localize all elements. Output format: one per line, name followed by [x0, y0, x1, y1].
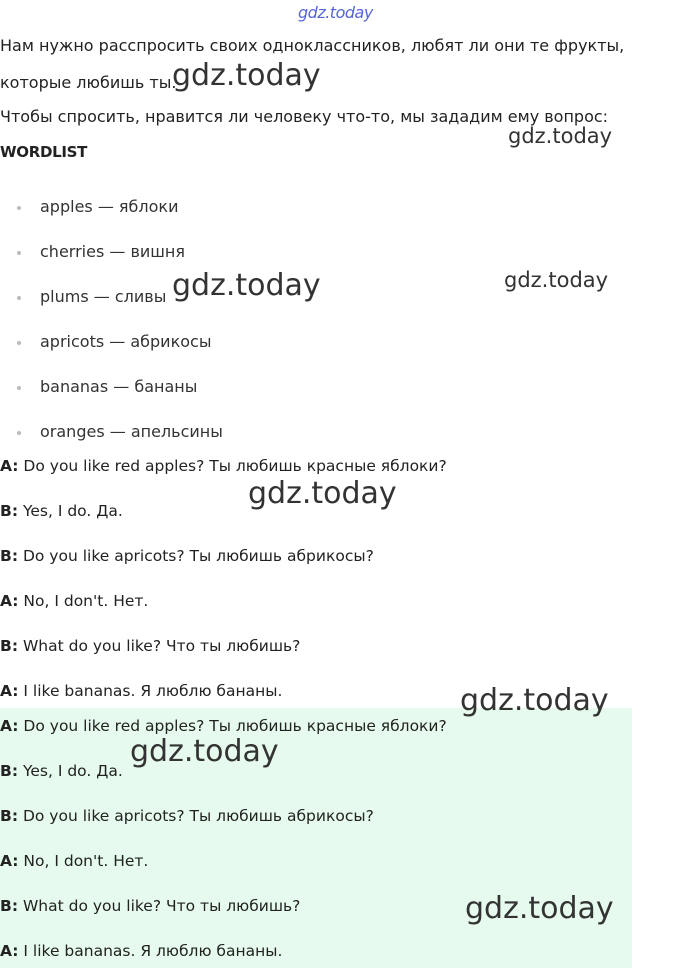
- dialog-text: Do you like apricots? Ты любишь абрикосы?: [22, 547, 374, 565]
- dialog-line: [0, 682, 282, 700]
- speaker-label: A:: [0, 592, 19, 610]
- watermark: gdz.today: [172, 58, 321, 93]
- intro-line-2: которые любишь ты.: [0, 73, 177, 92]
- dialog-text: Do you like red apples? Ты любишь красные яблоки?: [23, 717, 447, 735]
- dialog-line: [0, 807, 374, 825]
- dialog-line: [0, 762, 123, 780]
- dialog-text: Do you like apricots? Ты любишь абрикосы?: [22, 807, 374, 825]
- dialog-line: [0, 717, 447, 735]
- wordlist-item: bananas — бананы: [40, 377, 198, 396]
- wordlist-item: plums — сливы: [40, 287, 167, 306]
- speaker-label: A:: [0, 457, 19, 475]
- watermark: gdz.today: [465, 891, 614, 926]
- watermark: gdz.today: [504, 268, 609, 292]
- watermark: gdz.today: [508, 124, 613, 148]
- watermark: gdz.today: [460, 683, 609, 718]
- dialog-line: [0, 897, 300, 915]
- dialog-text: I like bananas. Я люблю бананы.: [23, 942, 283, 960]
- dialog-text: I like bananas. Я люблю бананы.: [23, 682, 283, 700]
- bullet-icon: [17, 251, 21, 255]
- speaker-label: B:: [0, 897, 19, 915]
- dialog-text: No, I don't. Нет.: [23, 592, 149, 610]
- dialog-line: [0, 942, 282, 960]
- speaker-label: A:: [0, 682, 19, 700]
- bullet-icon: [17, 431, 21, 435]
- bullet-icon: [17, 296, 21, 300]
- speaker-label: A:: [0, 717, 19, 735]
- wordlist-item: apricots — абрикосы: [40, 332, 212, 351]
- dialog-text: Do you like red apples? Ты любишь красные яблоки?: [23, 457, 447, 475]
- watermark: gdz.today: [172, 268, 321, 303]
- intro-line-3: Чтобы спросить, нравится ли человеку что-то, мы зададим ему вопрос:: [0, 107, 609, 126]
- speaker-label: A:: [0, 942, 19, 960]
- watermark: gdz.today: [248, 476, 397, 511]
- dialog-line: [0, 637, 300, 655]
- bullet-icon: [17, 386, 21, 390]
- dialog-text: Yes, I do. Да.: [22, 762, 123, 780]
- dialog-line: [0, 457, 447, 475]
- speaker-label: B:: [0, 547, 19, 565]
- dialog-text: What do you like? Что ты любишь?: [22, 637, 301, 655]
- speaker-label: B:: [0, 762, 19, 780]
- dialog-line: [0, 502, 123, 520]
- highlight-block: [0, 708, 632, 968]
- dialog-text: No, I don't. Нет.: [23, 852, 149, 870]
- dialog-line: [0, 547, 374, 565]
- dialog-text: Yes, I do. Да.: [22, 502, 123, 520]
- speaker-label: A:: [0, 852, 19, 870]
- wordlist-item: oranges — апельсины: [40, 422, 223, 441]
- bullet-icon: [17, 341, 21, 345]
- dialog-text: What do you like? Что ты любишь?: [22, 897, 301, 915]
- watermark: gdz.today: [130, 734, 279, 769]
- intro-line-1: Нам нужно расспросить своих одноклассников, любят ли они те фрукты,: [0, 36, 625, 55]
- speaker-label: B:: [0, 807, 19, 825]
- bullet-icon: [17, 206, 21, 210]
- speaker-label: B:: [0, 502, 19, 520]
- wordlist-heading: WORDLIST: [0, 143, 88, 161]
- dialog-line: [0, 852, 148, 870]
- wordlist-item: cherries — вишня: [40, 242, 186, 261]
- watermark-top: gdz.today: [298, 3, 373, 22]
- dialog-line: [0, 592, 148, 610]
- speaker-label: B:: [0, 637, 19, 655]
- wordlist-item: apples — яблоки: [40, 197, 179, 216]
